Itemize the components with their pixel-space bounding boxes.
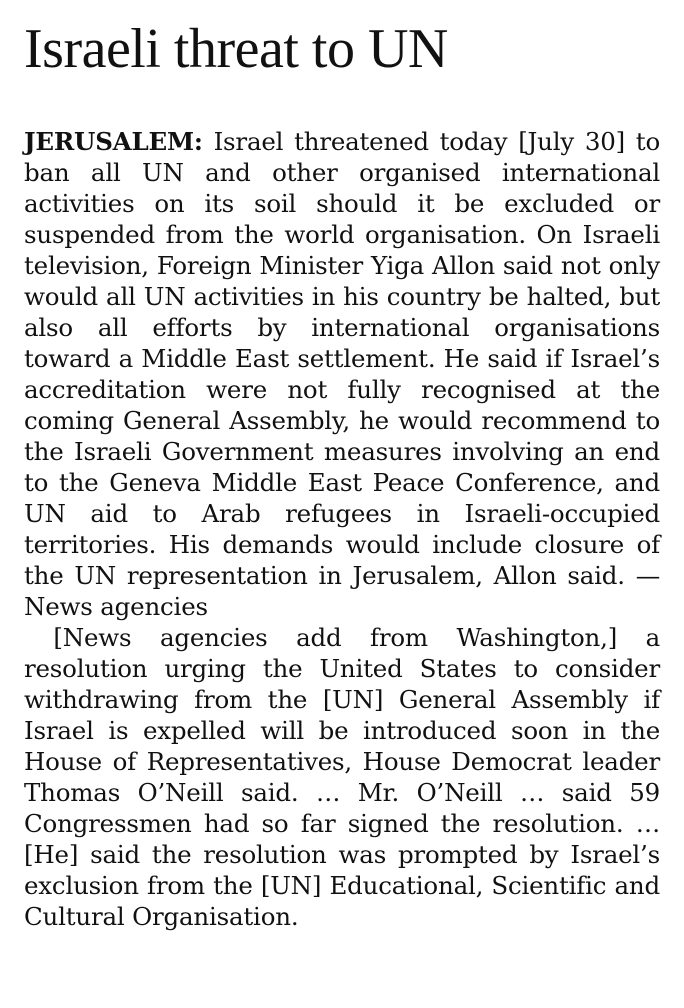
article-body (24, 126, 660, 932)
dateline: JERUSALEM: (24, 127, 203, 156)
headline: Israeli threat to UN (24, 18, 448, 80)
paragraph-1 (24, 126, 660, 622)
paragraph-1-text: Israel threatened today [July 30] to ban all UN and other organised international activities on its soil should it be excluded or suspended from the world organisation. On Israeli television, Foreign Minister Yiga Allon said not only would all UN activities in his country be halted, but also all efforts by international organisations toward a Middle East settlement. He said if Israel’s accreditation were not fully recognised at the coming General Assembly, he would recommend to the Israeli Government measures involving an end to the Geneva Middle East Peace Conference, and UN aid to Arab refugees in Israeli-occupied territories. His demands would include closure of the UN representation in Jerusalem, Allon said. — News agencies (24, 127, 660, 621)
paragraph-2: [News agencies add from Washington,] a resolution urging the United States to consider withdrawing from the [UN] General Assembly if Israel is expelled will be introduced soon in the House of Representatives, House Democrat leader Thomas O’Neill said. … Mr. O’Neill … said 59 Congressmen had so far signed the resolution. … [He] said the resolution was prompted by Israel’s exclusion from the [UN] Educational, Scientific and Cultural Organisation. (24, 623, 660, 931)
